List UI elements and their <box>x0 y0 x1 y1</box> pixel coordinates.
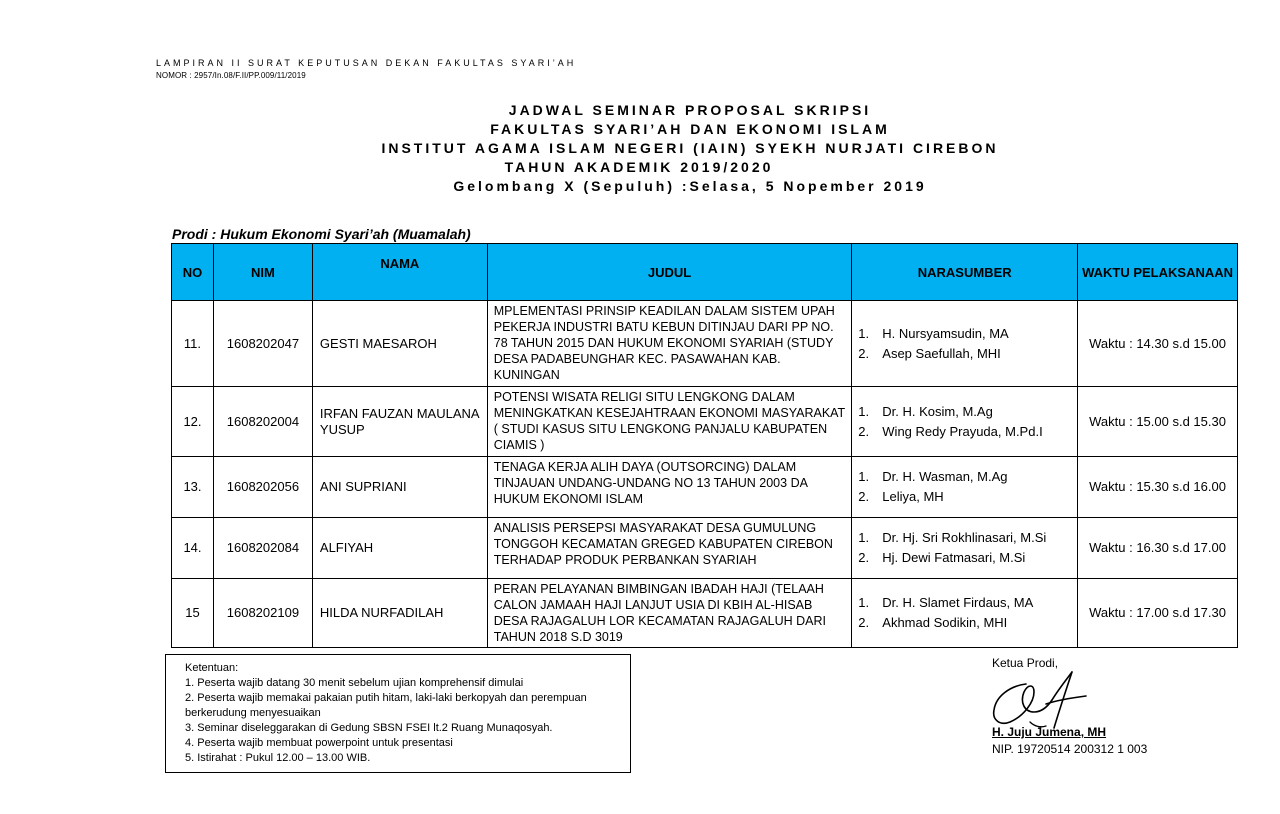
cell-nama: ALFIYAH <box>312 518 487 579</box>
ketentuan-title: Ketentuan: <box>185 662 239 674</box>
title-line-3: INSTITUT AGAMA ISLAM NEGERI (IAIN) SYEKH NURJATI CIREBON <box>381 140 999 156</box>
narasumber-1: Dr. H. Wasman, M.Ag <box>882 469 1008 484</box>
nomor-surat: NOMOR : 2957/In.08/F.II/PP.009/11/2019 <box>156 71 306 80</box>
narasumber-2: Wing Redy Prayuda, M.Pd.I <box>882 423 1043 439</box>
title-line-1: JADWAL SEMINAR PROPOSAL SKRIPSI <box>508 102 872 118</box>
title-line-2: FAKULTAS SYARI’AH DAN EKONOMI ISLAM <box>490 121 890 137</box>
ketentuan-item: 1. Peserta wajib datang 30 menit sebelum ujian komprehensif dimulai <box>185 677 524 689</box>
handwritten-signature <box>990 662 1100 732</box>
cell-judul: MPLEMENTASI PRINSIP KEADILAN DALAM SISTEM UPAH PEKERJA INDUSTRI BATU KEBUN DITINJAU DARI PP NO. 78 TAHUN 2015 DAN HUKUM EKONOMI SYARIAH (STUDY DESA PADABEUNGHAR KEC. PASAWAHAN KAB. KUNINGAN <box>487 301 852 387</box>
narasumber-1: H. Nursyamsudin, MA <box>882 325 1009 341</box>
cell-waktu: Waktu : 15.00 s.d 15.30 <box>1078 387 1238 457</box>
cell-nama: IRFAN FAUZAN MAULANA YUSUP <box>312 387 487 457</box>
schedule-table <box>171 243 1238 648</box>
header-nama: NAMA <box>312 244 487 301</box>
title-line-5: Gelombang X (Sepuluh) :Selasa, 5 Nopember 2019 <box>453 178 927 194</box>
narasumber-2: Leliya, MH <box>882 489 944 504</box>
signer-nip: NIP. 19720514 200312 1 003 <box>992 742 1148 756</box>
cell-nama: GESTI MAESAROH <box>312 301 487 387</box>
cell-judul: PERAN PELAYANAN BIMBINGAN IBADAH HAJI (TELAAH CALON JAMAAH HAJI LANJUT USIA DI KBIH AL-HISAB DESA RAJAGALUH LOR KECAMATAN RAJAGALUH DARI TAHUN 2018 S.D 3019 <box>487 579 852 648</box>
table-row <box>172 518 1238 579</box>
cell-nim: 1608202004 <box>213 387 312 457</box>
header-nim: NIM <box>213 244 312 301</box>
cell-nama: ANI SUPRIANI <box>312 457 487 518</box>
header-narasumber: NARASUMBER <box>852 244 1078 301</box>
title-line-4: TAHUN AKADEMIK 2019/2020 <box>504 159 774 175</box>
cell-no: 11. <box>172 301 214 387</box>
ketentuan-item: 3. Seminar diseleggarakan di Gedung SBSN FSEI lt.2 Ruang Munaqosyah. <box>185 722 553 734</box>
cell-no: 12. <box>172 387 214 457</box>
ketentuan-box <box>165 654 631 773</box>
narasumber-1: Dr. H. Kosim, M.Ag <box>882 403 993 419</box>
cell-nim: 1608202084 <box>213 518 312 579</box>
signer-role: Ketua Prodi, <box>992 656 1059 670</box>
prodi-label: Prodi : Hukum Ekonomi Syari’ah (Muamalah) <box>172 226 471 242</box>
cell-waktu: Waktu : 14.30 s.d 15.00 <box>1078 301 1238 387</box>
cell-judul: POTENSI WISATA RELIGI SITU LENGKONG DALAM MENINGKATKAN KESEJAHTRAAN EKONOMI MASYARAKAT ( STUDI KASUS SITU LENGKONG PANJALU KABUPATEN CIAMIS ) <box>487 387 852 457</box>
cell-nim: 1608202047 <box>213 301 312 387</box>
table-row <box>172 457 1238 518</box>
cell-narasumber: 1. H. Nursyamsudin, MA 2. Asep Saefullah, MHI <box>852 301 1078 387</box>
narasumber-2: Hj. Dewi Fatmasari, M.Si <box>882 550 1026 565</box>
cell-no: 13. <box>172 457 214 518</box>
table-row <box>172 301 1238 387</box>
cell-narasumber: 1. Dr. H. Kosim, M.Ag 2. Wing Redy Prayuda, M.Pd.I <box>852 387 1078 457</box>
table-row <box>172 387 1238 457</box>
cell-narasumber: 1. Dr. Hj. Sri Rokhlinasari, M.Si 2. Hj. Dewi Fatmasari, M.Si <box>852 518 1078 579</box>
table-row <box>172 579 1238 648</box>
document-title <box>0 101 1280 196</box>
table-header-row <box>172 244 1238 301</box>
cell-nama: HILDA NURFADILAH <box>312 579 487 648</box>
cell-no: 14. <box>172 518 214 579</box>
header-waktu: WAKTU PELAKSANAAN <box>1078 244 1238 301</box>
cell-narasumber: 1. Dr. H. Wasman, M.Ag 2. Leliya, MH <box>852 457 1078 518</box>
cell-judul: ANALISIS PERSEPSI MASYARAKAT DESA GUMULUNG TONGGOH KECAMATAN GREGED KABUPATEN CIREBON TERHADAP PRODUK PERBANKAN SYARIAH <box>487 518 852 579</box>
cell-nim: 1608202056 <box>213 457 312 518</box>
header-no: NO <box>172 244 214 301</box>
ketentuan-item: 2. Peserta wajib memakai pakaian putih hitam, laki-laki berkopyah dan perempuan berkerudung menyesuaikan <box>185 692 587 719</box>
narasumber-2: Asep Saefullah, MHI <box>882 345 1001 361</box>
narasumber-1: Dr. Hj. Sri Rokhlinasari, M.Si <box>882 530 1047 545</box>
lampiran-label: LAMPIRAN II SURAT KEPUTUSAN DEKAN FAKULTAS SYARI’AH <box>156 58 577 68</box>
narasumber-2: Akhmad Sodikin, MHI <box>882 615 1008 630</box>
cell-judul: TENAGA KERJA ALIH DAYA (OUTSORCING) DALAM TINJAUAN UNDANG-UNDANG NO 13 TAHUN 2003 DA HUKUM EKONOMI ISLAM <box>487 457 852 518</box>
cell-waktu: Waktu : 17.00 s.d 17.30 <box>1078 579 1238 648</box>
cell-waktu: Waktu : 15.30 s.d 16.00 <box>1078 457 1238 518</box>
cell-no: 15 <box>172 579 214 648</box>
narasumber-1: Dr. H. Slamet Firdaus, MA <box>882 595 1034 610</box>
ketentuan-item: 5. Istirahat : Pukul 12.00 – 13.00 WIB. <box>185 752 371 764</box>
signer-name: H. Juju Jumena, MH <box>992 725 1107 739</box>
cell-narasumber: 1. Dr. H. Slamet Firdaus, MA 2. Akhmad Sodikin, MHI <box>852 579 1078 648</box>
cell-nim: 1608202109 <box>213 579 312 648</box>
header-judul: JUDUL <box>487 244 852 301</box>
ketentuan-item: 4. Peserta wajib membuat powerpoint untuk presentasi <box>185 737 453 749</box>
cell-waktu: Waktu : 16.30 s.d 17.00 <box>1078 518 1238 579</box>
